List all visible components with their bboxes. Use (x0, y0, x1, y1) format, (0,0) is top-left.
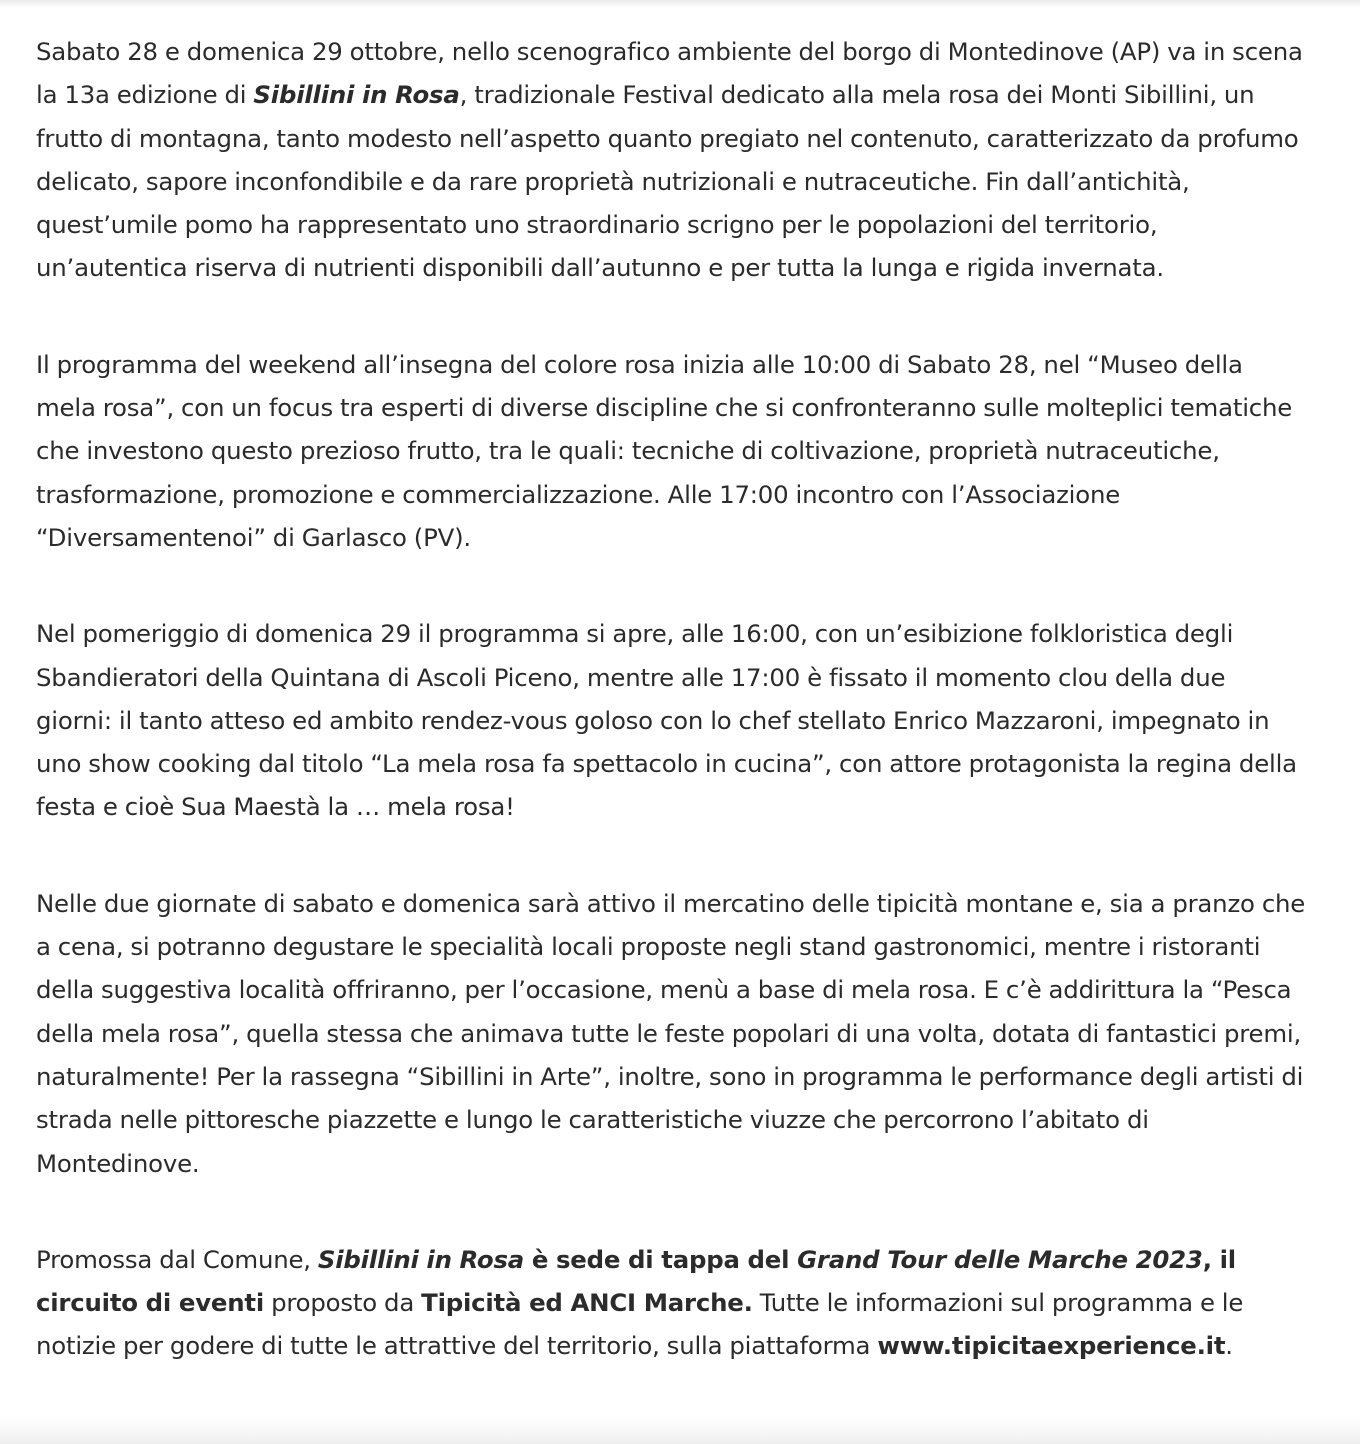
festival-name: Sibillini in Rosa (317, 1244, 525, 1274)
paragraph-text: , tradizionale Festival dedicato alla mela rosa dei Monti Sibillini, un frutto di montagna, tanto modesto nell’aspetto quanto pregiato nel contenuto, caratterizzato da profumo delicato, sapore inconfondibile e da rare proprietà nutrizionali e nutraceutiche. Fin dall’antichità, quest’umile pomo ha rappresentato uno straordinario scrigno per le popolazioni del territorio, un’autentica riserva di nutrienti disponibili dall’autunno e per tutta la lunga e rigida invernata. (36, 80, 1299, 283)
paragraph-market: Nelle due giornate di sabato e domenica sarà attivo il mercatino delle tipicità montane e, sia a pranzo che a cena, si potranno degustare le specialità locali proposte negli stand gastronomici, mentre i ristoranti della suggestiva località offriranno, per l’occasione, menù a base di mela rosa. E c’è addirittura la “Pesca della mela rosa”, quella stessa che animava tutte le feste popolari di una volta, dotata di fantastici premi, naturalmente! Per la rassegna “Sibillini in Arte”, inoltre, sono in programma le performance degli artisti di strada nelle pittoresche piazzette e lungo le caratteristiche viuzze che percorrono l’abitato di Montedinove. (36, 888, 1306, 1178)
article-body (36, 30, 1306, 1368)
paragraph-text: . (1225, 1331, 1233, 1361)
paragraph-text: Sabato 28 e domenica 29 ottobre, nello scenografico ambiente del borgo di Montedinove (AP) va in scena la 13a edizione di (36, 37, 1303, 110)
paragraph-text: Promossa dal Comune, (36, 1244, 318, 1274)
paragraph-program-sunday: Nel pomeriggio di domenica 29 il programma si apre, alle 16:00, con un’esibizione folkloristica degli Sbandieratori della Quintana di Ascoli Piceno, mentre alle 17:00 è fissato il momento clou della due giorni: il tanto atteso ed ambito rendez-vous goloso con lo chef stellato Enrico Mazzaroni, impegnato in uno show cooking dal titolo “La mela rosa fa spettacolo in cucina”, con attore protagonista la regina della festa e cioè Sua Maestà la … mela rosa! (36, 619, 1297, 822)
paragraph-promotion (36, 1238, 1306, 1368)
bold-text: , il circuito di eventi (36, 1244, 1236, 1318)
festival-name: Sibillini in Rosa (253, 80, 460, 110)
organizers: Tipicità ed ANCI Marche. (421, 1288, 753, 1318)
paragraph-program-saturday: Il programma del weekend all’insegna del colore rosa inizia alle 10:00 di Sabato 28, nel “Museo della mela rosa”, con un focus tra esperti di diverse discipline che si confronteranno sulle molteplici tematiche che investono questo prezioso frutto, tra le quali: tecniche di coltivazione, proprietà nutraceutiche, trasformazione, promozione e commercializzazione. Alle 17:00 incontro con l’Associazione “Diversamentenoi” di Garlasco (PV). (36, 349, 1293, 552)
website-link[interactable]: www.tipicitaexperience.it (877, 1331, 1226, 1361)
bottom-scroll-shadow (0, 1418, 1360, 1444)
paragraph-intro (36, 30, 1306, 290)
bold-text: è sede di tappa del (524, 1244, 798, 1274)
paragraph-text: proposto da (264, 1288, 422, 1318)
tour-name: Grand Tour delle Marche 2023 (797, 1244, 1203, 1274)
top-scroll-shadow (0, 0, 1360, 8)
paragraph-text: Tutte le informazioni sul programma e le notizie per godere di tutte le attrattive del territorio, sulla piattaforma (36, 1288, 1244, 1361)
